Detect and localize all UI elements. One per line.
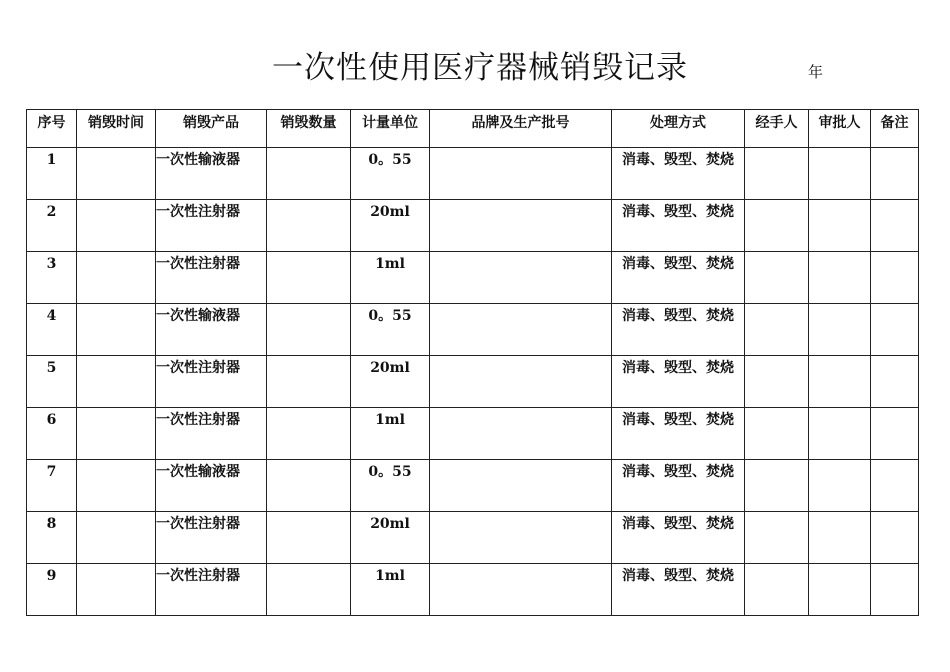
cell-approver (809, 252, 871, 304)
destruction-record-table (26, 109, 919, 616)
table-row (27, 252, 919, 304)
page-title: 一次性使用医疗器械销毁记录 (272, 50, 688, 86)
cell-method: 消毒、毁型、焚烧 (612, 408, 745, 460)
cell-quantity (267, 512, 351, 564)
cell-no: 9 (27, 564, 77, 616)
cell-method: 消毒、毁型、焚烧 (612, 356, 745, 408)
cell-product: 一次性输液器 (156, 304, 267, 356)
cell-quantity (267, 408, 351, 460)
cell-handler (745, 304, 809, 356)
table-row (27, 512, 919, 564)
cell-unit: 0。55 (351, 148, 430, 200)
cell-no: 1 (27, 148, 77, 200)
cell-unit: 1ml (351, 408, 430, 460)
cell-method: 消毒、毁型、焚烧 (612, 148, 745, 200)
cell-remark (871, 564, 919, 616)
cell-unit: 1ml (351, 564, 430, 616)
column-header-product: 销毁产品 (156, 110, 267, 148)
cell-remark (871, 304, 919, 356)
cell-approver (809, 356, 871, 408)
cell-brand-batch (430, 356, 612, 408)
column-header-approver: 审批人 (809, 110, 871, 148)
cell-method: 消毒、毁型、焚烧 (612, 564, 745, 616)
cell-remark (871, 200, 919, 252)
cell-remark (871, 408, 919, 460)
column-header-no: 序号 (27, 110, 77, 148)
cell-approver (809, 408, 871, 460)
cell-method: 消毒、毁型、焚烧 (612, 304, 745, 356)
cell-method: 消毒、毁型、焚烧 (612, 200, 745, 252)
table-row (27, 356, 919, 408)
cell-handler (745, 460, 809, 512)
cell-no: 3 (27, 252, 77, 304)
table-row (27, 304, 919, 356)
cell-approver (809, 200, 871, 252)
cell-unit: 20ml (351, 200, 430, 252)
column-header-brand-batch: 品牌及生产批号 (430, 110, 612, 148)
table-row (27, 460, 919, 512)
table-row (27, 564, 919, 616)
cell-remark (871, 252, 919, 304)
cell-time (77, 460, 156, 512)
cell-remark (871, 512, 919, 564)
cell-brand-batch (430, 408, 612, 460)
cell-product: 一次性输液器 (156, 148, 267, 200)
cell-no: 5 (27, 356, 77, 408)
cell-quantity (267, 304, 351, 356)
cell-unit: 1ml (351, 252, 430, 304)
cell-no: 4 (27, 304, 77, 356)
cell-quantity (267, 356, 351, 408)
cell-brand-batch (430, 252, 612, 304)
cell-quantity (267, 460, 351, 512)
cell-brand-batch (430, 304, 612, 356)
cell-approver (809, 460, 871, 512)
cell-handler (745, 252, 809, 304)
cell-time (77, 148, 156, 200)
cell-brand-batch (430, 460, 612, 512)
cell-handler (745, 200, 809, 252)
column-header-time: 销毁时间 (77, 110, 156, 148)
cell-approver (809, 304, 871, 356)
cell-handler (745, 512, 809, 564)
cell-time (77, 408, 156, 460)
cell-product: 一次性输液器 (156, 460, 267, 512)
column-header-unit: 计量单位 (351, 110, 430, 148)
year-label: 年 (808, 63, 824, 81)
cell-quantity (267, 564, 351, 616)
cell-no: 7 (27, 460, 77, 512)
cell-brand-batch (430, 512, 612, 564)
cell-brand-batch (430, 564, 612, 616)
column-header-handler: 经手人 (745, 110, 809, 148)
cell-product: 一次性注射器 (156, 564, 267, 616)
cell-approver (809, 148, 871, 200)
cell-time (77, 564, 156, 616)
cell-handler (745, 148, 809, 200)
table-body (27, 148, 919, 616)
cell-time (77, 512, 156, 564)
cell-approver (809, 512, 871, 564)
cell-handler (745, 356, 809, 408)
cell-no: 8 (27, 512, 77, 564)
cell-brand-batch (430, 148, 612, 200)
cell-time (77, 356, 156, 408)
cell-quantity (267, 200, 351, 252)
cell-handler (745, 564, 809, 616)
cell-product: 一次性注射器 (156, 512, 267, 564)
cell-quantity (267, 252, 351, 304)
column-header-method: 处理方式 (612, 110, 745, 148)
cell-no: 2 (27, 200, 77, 252)
cell-unit: 20ml (351, 512, 430, 564)
cell-time (77, 304, 156, 356)
table-row (27, 408, 919, 460)
column-header-quantity: 销毁数量 (267, 110, 351, 148)
cell-time (77, 252, 156, 304)
cell-handler (745, 408, 809, 460)
cell-method: 消毒、毁型、焚烧 (612, 252, 745, 304)
cell-method: 消毒、毁型、焚烧 (612, 460, 745, 512)
cell-method: 消毒、毁型、焚烧 (612, 512, 745, 564)
cell-remark (871, 148, 919, 200)
cell-remark (871, 356, 919, 408)
cell-unit: 20ml (351, 356, 430, 408)
cell-product: 一次性注射器 (156, 252, 267, 304)
table-row (27, 200, 919, 252)
cell-brand-batch (430, 200, 612, 252)
cell-quantity (267, 148, 351, 200)
table-row (27, 148, 919, 200)
column-header-remark: 备注 (871, 110, 919, 148)
cell-remark (871, 460, 919, 512)
cell-product: 一次性注射器 (156, 408, 267, 460)
cell-unit: 0。55 (351, 304, 430, 356)
cell-time (77, 200, 156, 252)
cell-unit: 0。55 (351, 460, 430, 512)
cell-approver (809, 564, 871, 616)
table-header-row (27, 110, 919, 148)
cell-no: 6 (27, 408, 77, 460)
cell-product: 一次性注射器 (156, 200, 267, 252)
cell-product: 一次性注射器 (156, 356, 267, 408)
